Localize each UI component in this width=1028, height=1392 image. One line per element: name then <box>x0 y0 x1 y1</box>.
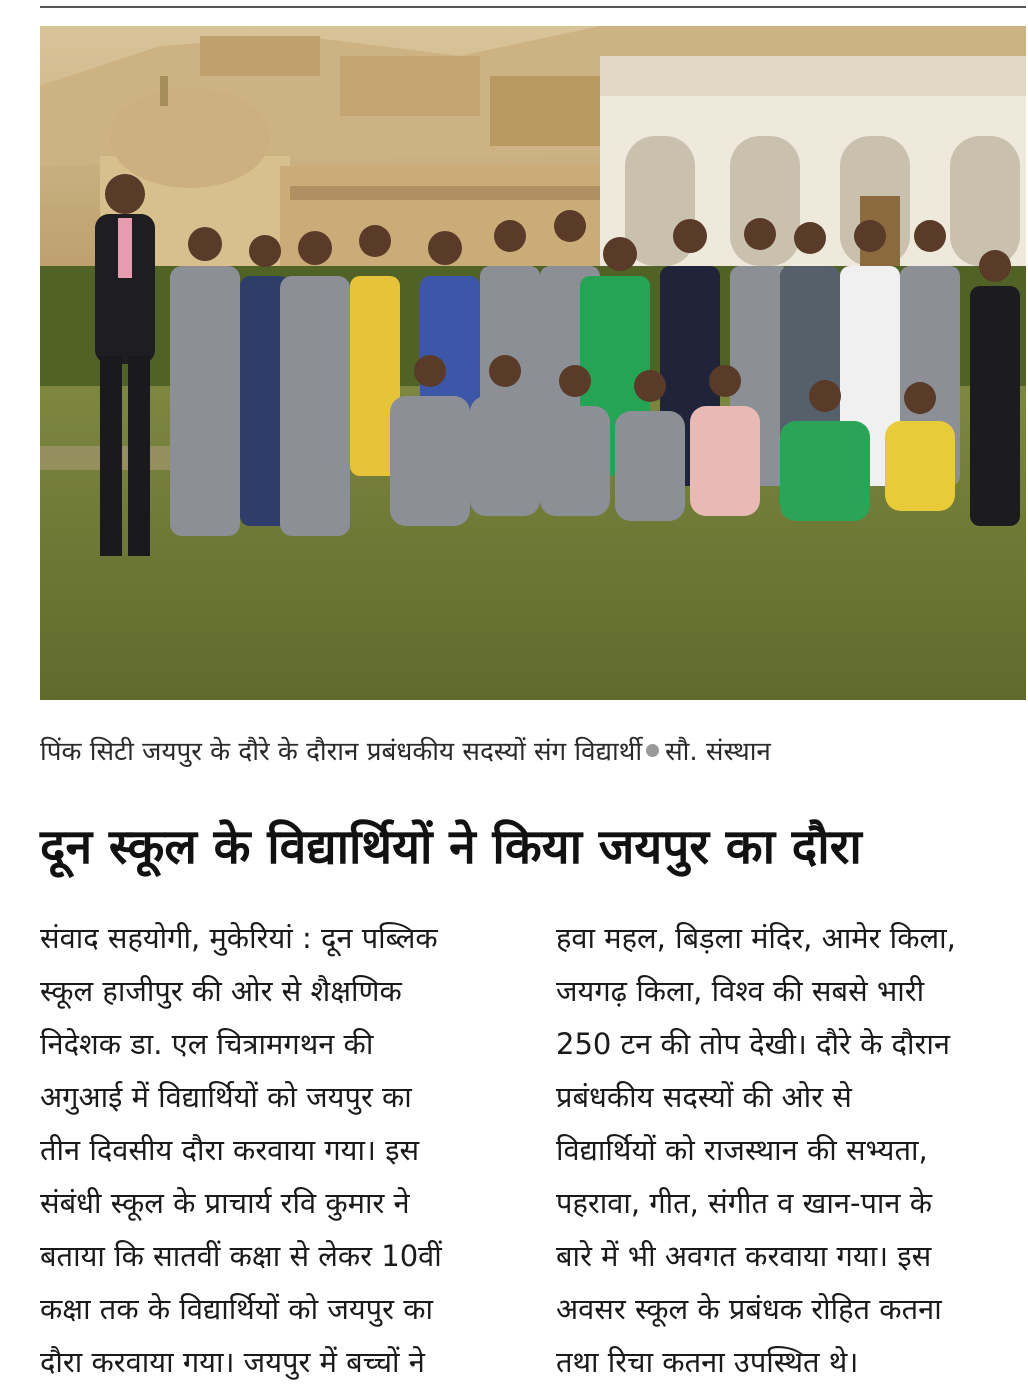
top-rule <box>40 6 1026 8</box>
article-line: दौरा करवाया गया। जयपुर में बच्चों ने <box>40 1345 425 1379</box>
article-headline: दून स्कूल के विद्यार्थियों ने किया जयपुर का दौरा <box>40 819 862 875</box>
bullet-dot-icon <box>646 744 659 757</box>
article-line: संबंधी स्कूल के प्राचार्य रवि कुमार ने <box>40 1186 410 1220</box>
article-line: पहरावा, गीत, संगीत व खान-पान के <box>556 1186 933 1220</box>
article-line: संवाद सहयोगी, मुकेरियां : दून पब्लिक <box>40 921 438 955</box>
caption-text: पिंक सिटी जयपुर के दौरे के दौरान प्रबंधकीय सदस्यों संग विद्यार्थी <box>40 737 643 767</box>
article-line: विद्यार्थियों को राजस्थान की सभ्यता, <box>556 1133 928 1167</box>
article-line: 250 टन की तोप देखी। दौरे के दौरान <box>556 1027 950 1061</box>
article-column-left <box>40 912 510 1389</box>
photo-caption <box>40 732 1020 772</box>
article-line: निदेशक डा. एल चित्रामगथन की <box>40 1027 374 1061</box>
article-line: बारे में भी अवगत करवाया गया। इस <box>556 1239 932 1273</box>
article-line: हवा महल, बिड़ला मंदिर, आमेर किला, <box>556 921 956 955</box>
caption-credit: सौ. संस्थान <box>665 737 771 767</box>
article-line: बताया कि सातवीं कक्षा से लेकर 10वीं <box>40 1239 442 1273</box>
article-column-right <box>556 912 1026 1389</box>
article-line: प्रबंधकीय सदस्यों की ओर से <box>556 1080 852 1114</box>
article-line: जयगढ़ किला, विश्व की सबसे भारी <box>556 974 925 1008</box>
article-line: कक्षा तक के विद्यार्थियों को जयपुर का <box>40 1292 433 1326</box>
article-line: अगुआई में विद्यार्थियों को जयपुर का <box>40 1080 412 1114</box>
article-line: तथा रिचा कतना उपस्थित थे। <box>556 1345 859 1379</box>
group-photo-illustration <box>40 26 1026 700</box>
news-photo <box>40 26 1026 700</box>
article-line: स्कूल हाजीपुर की ओर से शैक्षणिक <box>40 974 402 1008</box>
article-line: अवसर स्कूल के प्रबंधक रोहित कतना <box>556 1292 942 1326</box>
article-line: तीन दिवसीय दौरा करवाया गया। इस <box>40 1133 420 1167</box>
